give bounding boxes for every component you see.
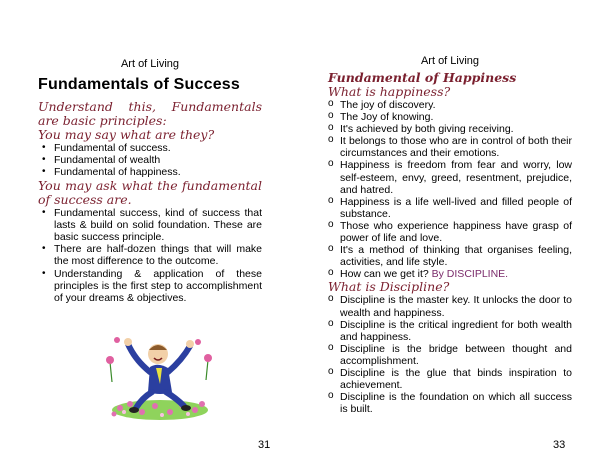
fundamentals-list <box>38 142 262 179</box>
list-item: • Fundamental of wealth <box>38 154 262 166</box>
list-item: o Discipline is the master key. It unlocks the door to wealth and happiness. <box>328 294 572 318</box>
happiness-list <box>328 99 572 280</box>
running-head: Art of Living <box>420 55 480 67</box>
list-item: o Happiness is a life well-lived and filled people of substance. <box>328 196 572 220</box>
list-item-how <box>328 268 572 280</box>
list-item: o The joy of discovery. <box>328 99 572 111</box>
list-item: o The Joy of knowing. <box>328 111 572 123</box>
list-item: • Understanding & application of these principles is the first step to accomplishment of your dreams & objectives. <box>38 268 262 305</box>
list-item: o It's a method of thinking that organises feeling, activities, and life style. <box>328 244 572 268</box>
subheading-what-are-they: You may say what are they? <box>38 127 215 142</box>
list-item: o Discipline is the foundation on which all success is built. <box>328 391 572 415</box>
list-item: o It's achieved by both giving receiving. <box>328 123 572 135</box>
list-item: o Discipline is the critical ingredient for both wealth and happiness. <box>328 319 572 343</box>
list-item: o Discipline is the bridge between thought and accomplishment. <box>328 343 572 367</box>
discipline-list <box>328 294 572 415</box>
page-number: 33 <box>553 439 566 451</box>
list-item: o Happiness is freedom from fear and worry, low self-esteem, envy, greed, resentment, prejudice, and hatred. <box>328 159 572 195</box>
list-item: • Fundamental success, kind of success that lasts & build on solid foundation. These are basic success principle. <box>38 207 262 244</box>
list-item: o It belongs to those who are in control of both their circumstances and their emotions. <box>328 135 572 159</box>
page-title: Fundamentals of Success <box>38 76 240 93</box>
right-page <box>300 0 600 451</box>
how-question: How can we get it? <box>340 268 429 281</box>
success-list <box>38 207 262 305</box>
list-item: • Fundamental of happiness. <box>38 166 262 178</box>
list-item: • Fundamental of success. <box>38 142 262 154</box>
page-title: Fundamental of Happiness <box>328 70 517 85</box>
subheading-understand: Understand this, Fundamentals are basic principles: <box>38 99 262 128</box>
running-head: Art of Living <box>120 58 180 70</box>
subheading-what-is-happiness: What is happiness? <box>328 84 451 99</box>
subheading-what-is-discipline: What is Discipline? <box>328 279 450 295</box>
jumping-man-clipart <box>100 322 220 422</box>
how-answer: By DISCIPLINE. <box>431 268 509 281</box>
page-number: 31 <box>258 439 271 451</box>
list-item: o Discipline is the glue that binds inspiration to achievement. <box>328 367 572 391</box>
list-item: • There are half-dozen things that will make the most difference to the outcome. <box>38 243 262 267</box>
subheading-fundamental-of-success: You may ask what the fundamental of success are. <box>38 177 262 207</box>
list-item: o Those who experience happiness have grasp of power of life and love. <box>328 220 572 244</box>
